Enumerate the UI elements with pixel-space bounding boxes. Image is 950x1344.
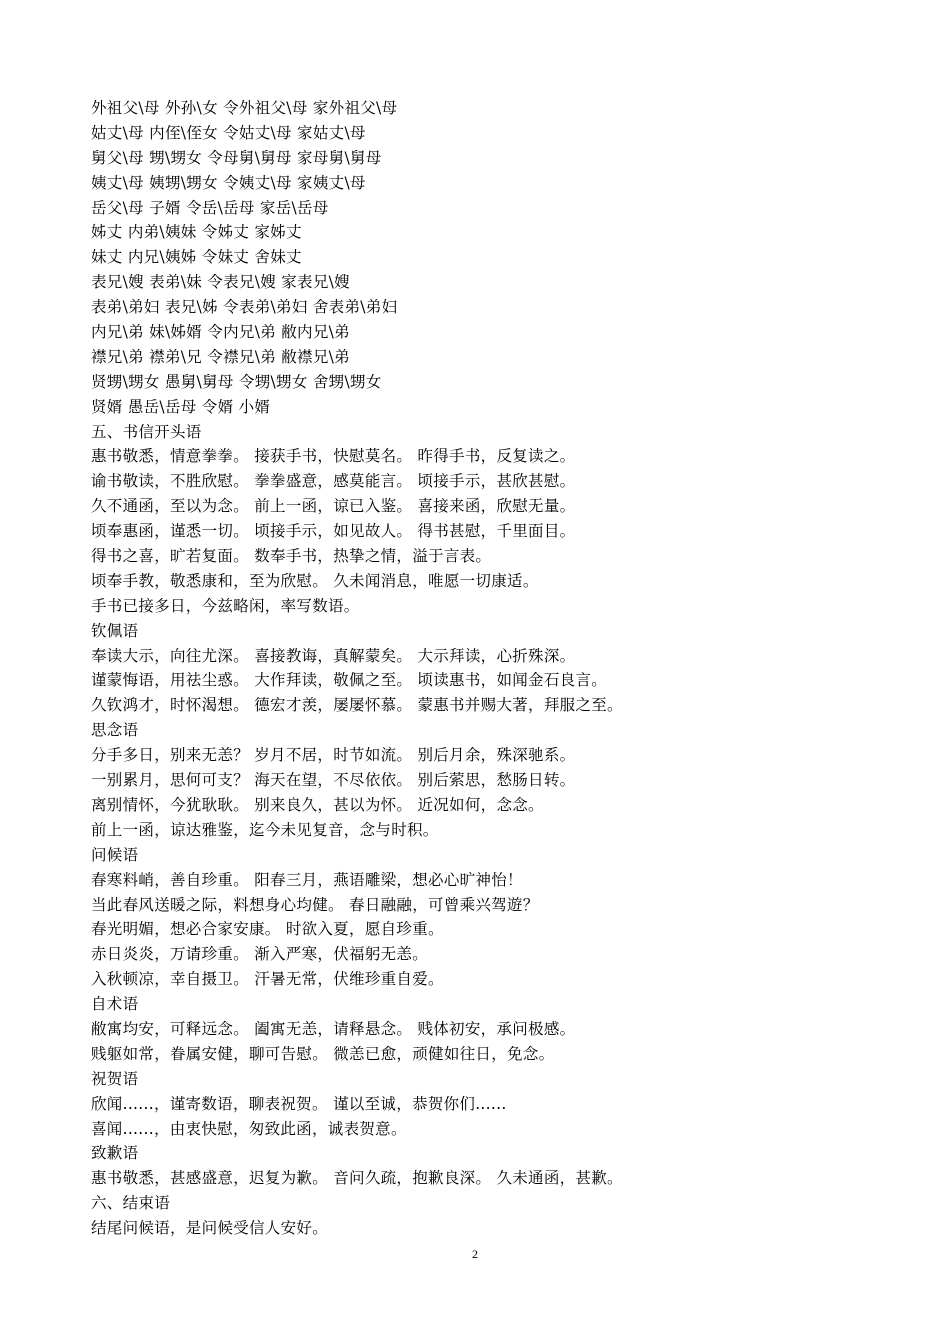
text-line: 舅父\母 甥\甥女 令母舅\舅母 家母舅\舅母 [91, 148, 382, 167]
text-line: 当此春风送暖之际，料想身心均健。 春日融融，可曾乘兴驾遊？ [91, 895, 539, 914]
text-line: 谕书敬读，不胜欣慰。 拳拳盛意，感莫能言。 顷接手示，甚欣甚慰。 [91, 472, 576, 491]
text-line: 手书已接多日，今兹略闲，率写数语。 [91, 596, 360, 615]
document-body [91, 96, 891, 1241]
text-line: 表弟\弟妇 表兄\姊 令表弟\弟妇 舍表弟\弟妇 [91, 298, 398, 317]
section-heading: 六、结束语 [91, 1194, 171, 1213]
text-line: 顷奉惠函，谨悉一切。 顷接手示，如见故人。 得书甚慰，千里面目。 [91, 522, 576, 541]
text-line: 惠书敬悉，甚感盛意，迟复为歉。 音问久疏，抱歉良深。 久未通函，甚歉。 [91, 1169, 623, 1188]
text-line: 赤日炎炎，万请珍重。 渐入严寒，伏福躬无恙。 [91, 945, 429, 964]
text-line: 姨丈\母 姨甥\甥女 令姨丈\母 家姨丈\母 [91, 173, 366, 192]
text-line: 久不通函，至以为念。 前上一函，谅已入鉴。 喜接来函，欣慰无量。 [91, 497, 576, 516]
text-line: 奉读大示，向往尤深。 喜接教诲，真解蒙矣。 大示拜读，心折殊深。 [91, 646, 576, 665]
text-line: 内兄\弟 妹\姊婿 令内兄\弟 敝内兄\弟 [91, 323, 350, 342]
text-line: 喜闻......，由衷快慰，匆致此函，诚表贺意。 [91, 1119, 407, 1138]
subsection-heading: 致歉语 [91, 1144, 139, 1163]
subsection-heading: 祝贺语 [91, 1069, 139, 1088]
text-line: 外祖父\母 外孙\女 令外祖父\母 家外祖父\母 [91, 99, 398, 117]
text-line: 妹丈 内兄\姨姊 令妹丈 舍妹丈 [91, 248, 302, 267]
text-line: 春寒料峭，善自珍重。 阳春三月，燕语雕梁，想必心旷神怡！ [91, 870, 523, 889]
text-line: 贤甥\甥女 愚舅\舅母 令甥\甥女 舍甥\甥女 [91, 372, 382, 391]
text-line: 欣闻......，谨寄数语，聊表祝贺。 谨以至诚，恭贺你们...... [91, 1094, 507, 1113]
text-line: 结尾问候语，是问候受信人安好。 [91, 1219, 329, 1238]
subsection-heading: 自术语 [91, 995, 139, 1014]
text-line: 襟兄\弟 襟弟\兄 令襟兄\弟 敝襟兄\弟 [91, 347, 350, 366]
text-line: 一别累月，思何可支？ 海天在望，不尽依依。 别后萦思，愁肠日转。 [91, 771, 576, 790]
text-line: 前上一函，谅达雅鉴，迄今未见复音，念与时积。 [91, 820, 439, 839]
subsection-heading: 钦佩语 [91, 621, 139, 640]
text-line: 惠书敬悉，情意拳拳。 接获手书，快慰莫名。 昨得手书，反复读之。 [91, 447, 576, 466]
text-line: 表兄\嫂 表弟\妹 令表兄\嫂 家表兄\嫂 [91, 273, 350, 292]
text-line: 贱躯如常，眷属安健，聊可告慰。 微恙已愈，顽健如往日，免念。 [91, 1044, 555, 1063]
text-line: 离别情怀，今犹耿耿。 别来良久，甚以为怀。 近况如何，念念。 [91, 795, 544, 814]
text-line: 敝寓均安，可释远念。 阖寓无恙，请释悬念。 贱体初安，承问极感。 [91, 1019, 576, 1038]
section-heading: 五、书信开头语 [91, 422, 202, 441]
subsection-heading: 问候语 [91, 845, 139, 864]
text-line: 春光明媚，想必合家安康。 时欲入夏，愿自珍重。 [91, 920, 444, 939]
text-line: 谨蒙悔语，用祛尘惑。 大作拜读，敬佩之至。 顷读惠书，如闻金石良言。 [91, 671, 608, 690]
text-line: 分手多日，别来无恙？ 岁月不居，时节如流。 别后月余，殊深驰系。 [91, 746, 576, 765]
text-line: 顷奉手教，敬悉康和，至为欣慰。 久未闻消息，唯愿一切康适。 [91, 571, 539, 590]
text-line: 得书之喜，旷若复面。 数奉手书，热挚之情，溢于言表。 [91, 547, 492, 566]
text-line: 岳父\母 子婿 令岳\岳母 家岳\岳母 [91, 198, 329, 217]
text-line: 入秋顿凉，幸自摄卫。 汗暑无常，伏维珍重自爱。 [91, 970, 444, 989]
text-line: 久钦鸿才，时怀渴想。 德宏才羡，屡屡怀慕。 蒙惠书并赐大著，拜服之至。 [91, 696, 623, 715]
text-line: 姊丈 内弟\姨妹 令姊丈 家姊丈 [91, 223, 302, 242]
subsection-heading: 思念语 [91, 721, 139, 740]
text-line: 贤婿 愚岳\岳母 令婿 小婿 [91, 397, 271, 416]
text-line: 姑丈\母 内侄\侄女 令姑丈\母 家姑丈\母 [91, 123, 366, 142]
page-number: 2 [472, 1247, 478, 1261]
